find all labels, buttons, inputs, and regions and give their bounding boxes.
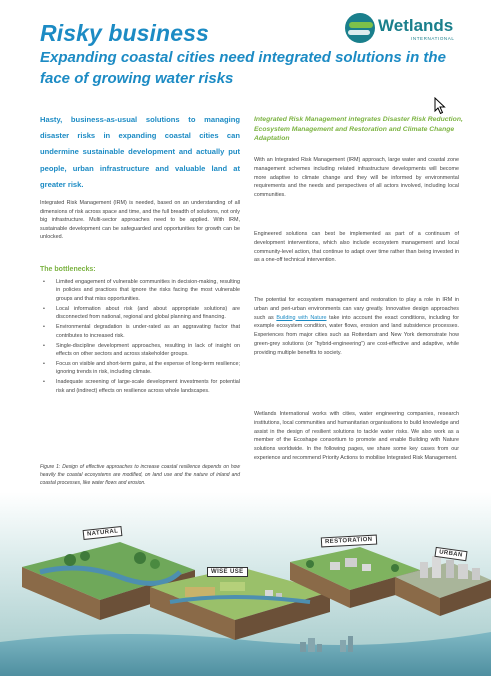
section-heading: Integrated Risk Management integrates Disaster Risk Reduction, Ecosystem Management and Restoration and Climate Change Adaptation <box>254 116 463 143</box>
page-subtitle: Expanding coastal cities need integrated solutions in the face of growing water risks <box>40 49 446 87</box>
coastal-landscapes-illustration <box>0 492 491 676</box>
body-paragraph-4: Wetlands International works with cities, water engineering companies, research institutions, local communities and humanitarian organisations to build knowledge and assist in the design of resilient solutions to tackle water risks. We also work as a member of the Ecoshape consortium to promote and enable Building with Nature solutions worldwide. In the following pages, we share some key cases from our experience and recommend Priority Actions to mobilise Integrated Risk Management. <box>254 411 459 461</box>
urban-label: URBAN <box>434 547 467 561</box>
irm-paragraph: Integrated Risk Management (IRM) is needed, based on an understanding of all dimensions of risk across space and time, and the full breadth of solutions, not only big infrastructure. Multi-sector approaches need to be applied. With IRM, sustainable development can be safeguarded and opportunities for growth can be unlocked. <box>40 200 240 241</box>
logo-subtitle: INTERNATIONAL <box>411 36 455 41</box>
bottlenecks-list <box>40 278 240 397</box>
logo-name: Wetlands <box>378 16 454 35</box>
list-item: • Focus on visible and short-term gains, at the expense of long-term resilience; ignoring trends in risk, including climate. <box>40 360 240 377</box>
figure-caption: Figure 1: Design of effective approaches to increase coastal resilience depends on how heavily the coastal ecosystems are modified, on land use and the nature of inland and coastal processes, like water flows and erosion. <box>40 464 240 486</box>
list-item: • Single-discipline development approaches, resulting in lack of insight on effects on other sectors and across stakeholder groups. <box>40 342 240 359</box>
wise-use-label: WISE USE <box>207 567 248 577</box>
body-paragraph-3 <box>254 296 459 358</box>
wetlands-logo-icon <box>345 13 375 43</box>
building-with-nature-link[interactable]: Building with Nature <box>276 314 327 321</box>
body-paragraph-2: Engineered solutions can best be implemented as part of a continuum of development interventions, which also include ecosystem management and local community-level action, that continue to adapt over time rather than being invested in as a one-off technical intervention. <box>254 231 459 264</box>
list-item: • Limited engagement of vulnerable communities in decision-making, resulting in policies and practices that ignore the risks facing the most vulnerable groups and that miss opportunities. <box>40 278 240 303</box>
mouse-cursor-icon <box>434 97 446 115</box>
paragraph-text: take into account the exact conditions, including for example ecosystem condition, water flows, erosion and land subsidence processes. Experiences from major cities such as Rotterdam and New York demonstrate how green-grey solutions (or “hybrid-engineering”) are cost-effective and adaptive, while providing multiple benefits to society. <box>254 314 459 356</box>
wetlands-logo <box>345 13 455 49</box>
bottlenecks-heading: The bottlenecks: <box>40 266 96 273</box>
restoration-label: RESTORATION <box>321 535 377 548</box>
list-item: • Environmental degradation is under-rated as an aggravating factor that contributes to increased risk. <box>40 323 240 340</box>
list-item: • Local information about risk (and about appropriate solutions) are disconnected from national, regional and global planning and financing. <box>40 305 240 322</box>
intro-text: Hasty, business-as-usual solutions to managing disaster risks in expanding coastal cities can undermine sustainable development and actually put people, urban infrastructure and valuable land at greater risk. <box>40 115 240 189</box>
natural-label: NATURAL <box>83 526 123 540</box>
page-title: Risky business <box>40 20 209 46</box>
body-paragraph-1: With an Integrated Risk Management (IRM) approach, large water and coastal zone management schemes including related infrastructure developments will become more adaptive to climate change and they will be informed by environmental requirements and the needs and perspectives of all actors involved, including local communities. <box>254 157 459 199</box>
paragraph-text: The potential for ecosystem management and restoration to play a role in IRM in urban and peri-urban environments can vary greatly. Innovative design approaches such as <box>254 297 459 321</box>
list-item: • Inadequate screening of large-scale development investments for potential risk and (indirect) effects on resilience across whole landscapes. <box>40 378 240 395</box>
